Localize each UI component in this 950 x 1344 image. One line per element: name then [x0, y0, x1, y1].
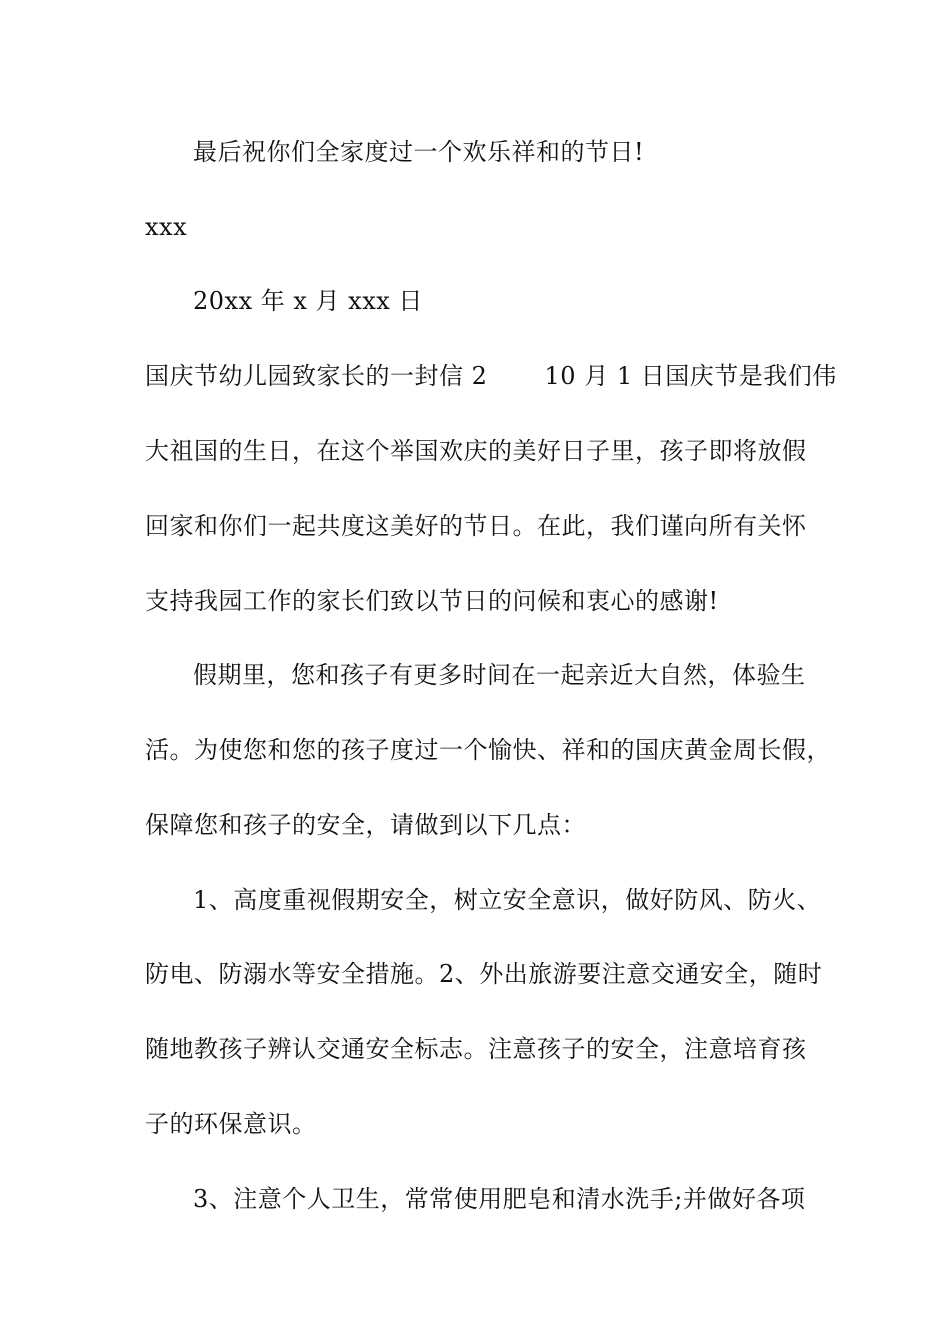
list-item-1: 1、高度重视假期安全，树立安全意识，做好防风、防火、 — [193, 886, 822, 914]
closing-wish: 最后祝你们全家度过一个欢乐祥和的节日! — [193, 138, 645, 166]
paragraph-start: 假期里，您和孩子有更多时间在一起亲近大自然，体验生 — [193, 661, 806, 689]
letter-title-line: 国庆节幼儿园致家长的一封信 2 10 月 1 日国庆节是我们伟 — [145, 362, 837, 390]
signature: xxx — [145, 213, 188, 241]
body-line: 回家和你们一起共度这美好的节日。在此，我们谨向所有关怀 — [145, 512, 807, 540]
body-line: 活。为使您和您的孩子度过一个愉快、祥和的国庆黄金周长假， — [145, 736, 831, 764]
body-line: 保障您和孩子的安全，请做到以下几点： — [145, 811, 586, 839]
body-line: 随地教孩子辨认交通安全标志。注意孩子的安全，注意培育孩 — [145, 1035, 807, 1063]
body-line: 支持我园工作的家长们致以节日的问候和衷心的感谢! — [145, 587, 719, 615]
list-item-3: 3、注意个人卫生，常常使用肥皂和清水洗手;并做好各项 — [193, 1185, 806, 1213]
date-line: 20xx 年 x 月 xxx 日 — [193, 287, 423, 315]
body-line: 防电、防溺水等安全措施。2、外出旅游要注意交通安全，随时 — [145, 960, 823, 988]
body-line: 大祖国的生日，在这个举国欢庆的美好日子里，孩子即将放假 — [145, 437, 807, 465]
body-line: 子的环保意识。 — [145, 1110, 317, 1138]
